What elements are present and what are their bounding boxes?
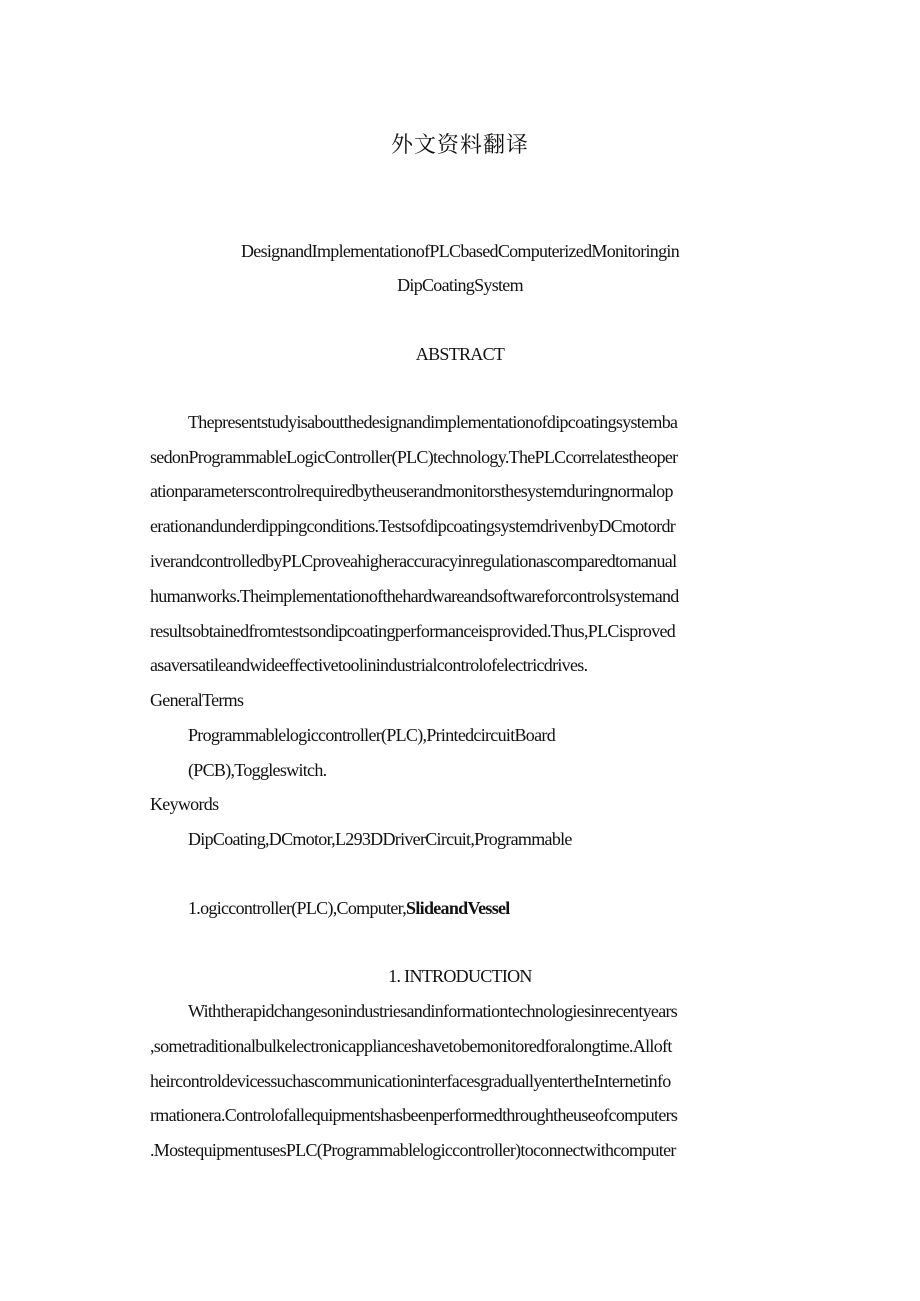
keywords-heading: Keywords bbox=[150, 794, 219, 814]
paper-title-line-1: DesignandImplementationofPLCbasedComputerizedMonitoringin bbox=[240, 241, 679, 261]
introduction-line: ,sometraditionalbulkelectronicapplianceshavetobemonitoredforalongtime.Alloft bbox=[150, 1036, 672, 1056]
general-terms-line: Programmablelogiccontroller(PLC),PrintedcircuitBoard bbox=[188, 725, 555, 745]
abstract-line: Thepresentstudyisaboutthedesignandimplementationofdipcoatingsystemba bbox=[188, 412, 678, 432]
paper-title-line-2: DipCoatingSystem bbox=[397, 275, 523, 295]
keywords-line: DipCoating,DCmotor,L293DDriverCircuit,Programmable bbox=[188, 829, 572, 849]
keywords-bold-text: SlideandVessel bbox=[406, 898, 510, 918]
introduction-line: heircontroldevicessuchascommunicationinterfacesgraduallyentertheInternetinfo bbox=[150, 1071, 671, 1091]
abstract-line: humanworks.Theimplementationofthehardwareandsoftwareforcontrolsystemand bbox=[150, 586, 679, 606]
abstract-line: sedonProgrammableLogicController(PLC)technology.ThePLCcorrelatestheoper bbox=[150, 447, 678, 467]
document-title: 外文资料翻译 bbox=[390, 133, 529, 158]
abstract-line: iverandcontrolledbyPLCproveahigheraccuracyinregulationascomparedtomanual bbox=[150, 551, 677, 571]
abstract-heading: ABSTRACT bbox=[415, 344, 505, 364]
abstract-line: ationparameterscontrolrequiredbytheuserandmonitorsthesystemduringnormalop bbox=[150, 481, 673, 501]
keywords-line-2 bbox=[188, 897, 510, 919]
introduction-line: rmationera.Controlofallequipmentshasbeenperformedthroughtheuseofcomputers bbox=[150, 1105, 678, 1125]
general-terms-line: (PCB),Toggleswitch. bbox=[188, 760, 327, 780]
keywords-plain-text: 1.ogiccontroller(PLC),Computer, bbox=[188, 898, 407, 918]
introduction-heading: 1. INTRODUCTION bbox=[388, 966, 532, 986]
general-terms-heading: GeneralTerms bbox=[150, 690, 244, 710]
introduction-line: Withtherapidchangesonindustriesandinformationtechnologiesinrecentyears bbox=[188, 1001, 678, 1021]
introduction-line: .MostequipmentusesPLC(Programmablelogiccontroller)toconnectwithcomputer bbox=[150, 1140, 676, 1160]
abstract-line: asaversatileandwideeffectivetoolinindustrialcontrolofelectricdrives. bbox=[150, 655, 588, 675]
abstract-line: erationandunderdippingconditions.TestsofdipcoatingsystemdrivenbyDCmotordr bbox=[150, 516, 676, 536]
abstract-line: resultsobtainedfromtestsondipcoatingperformanceisprovided.Thus,PLCisproved bbox=[150, 621, 676, 641]
